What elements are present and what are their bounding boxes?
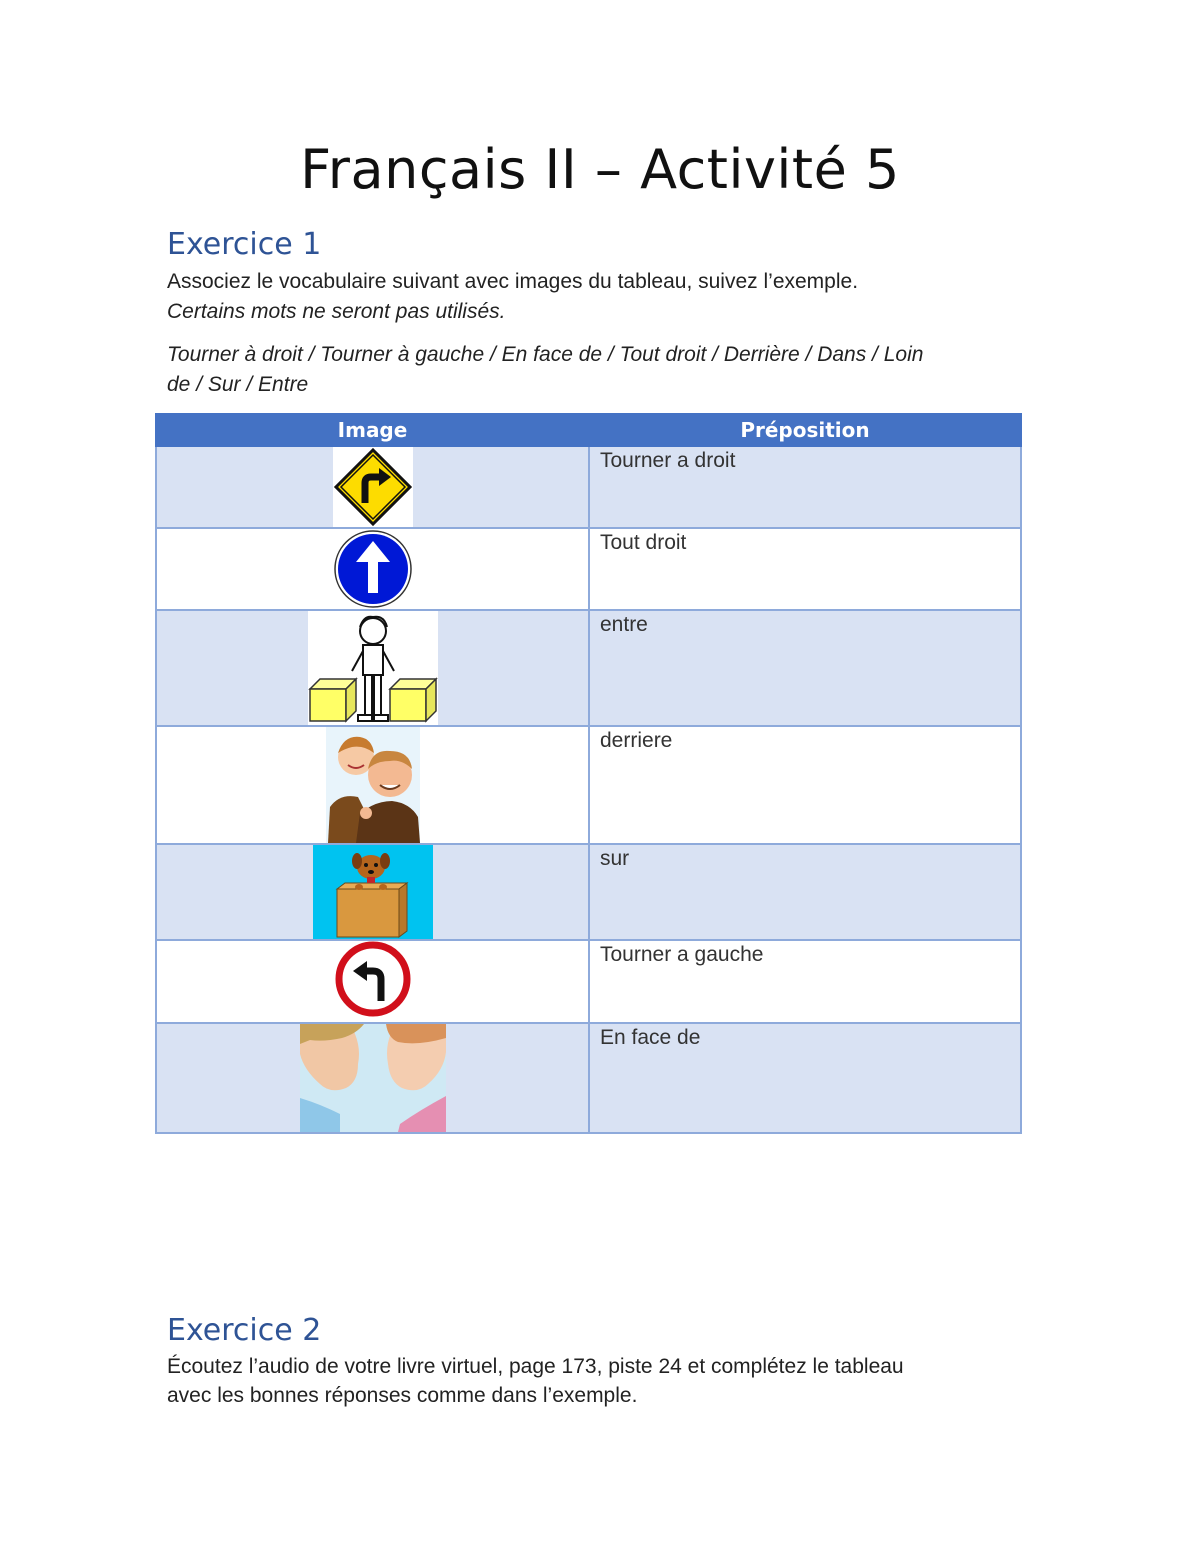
boy-between-boxes-icon bbox=[308, 611, 438, 725]
exercise-2-heading: Exercice 2 bbox=[167, 1313, 322, 1348]
image-cell bbox=[156, 940, 589, 1023]
answer-cell: Tourner a droit bbox=[589, 446, 1021, 528]
image-cell bbox=[156, 726, 589, 844]
table-row bbox=[156, 1023, 1021, 1133]
vocabulary-table bbox=[155, 413, 1022, 1134]
page-title: Français II – Activité 5 bbox=[300, 138, 900, 201]
table-header-row bbox=[156, 414, 1021, 446]
answer-cell: Tourner a gauche bbox=[589, 940, 1021, 1023]
image-cell bbox=[156, 528, 589, 610]
table-row bbox=[156, 610, 1021, 726]
dog-on-box-icon bbox=[313, 845, 433, 939]
header-preposition: Préposition bbox=[589, 414, 1021, 446]
exercise-1-note: Certains mots ne seront pas utilisés. bbox=[167, 300, 506, 323]
exercise-2-instruction-line-1: Écoutez l’audio de votre livre virtuel, page 173, piste 24 et complétez le tableau bbox=[167, 1355, 904, 1378]
faces-facing-each-other-icon bbox=[300, 1024, 446, 1132]
image-cell bbox=[156, 446, 589, 528]
table-row bbox=[156, 528, 1021, 610]
turn-right-sign-icon bbox=[333, 447, 413, 527]
image-cell bbox=[156, 844, 589, 940]
table-row bbox=[156, 726, 1021, 844]
table-row bbox=[156, 446, 1021, 528]
answer-cell: sur bbox=[589, 844, 1021, 940]
word-bank-line-1: Tourner à droit / Tourner à gauche / En face de / Tout droit / Derrière / Dans / Loin bbox=[167, 343, 924, 366]
exercise-1-heading: Exercice 1 bbox=[167, 227, 322, 262]
table-row bbox=[156, 940, 1021, 1023]
straight-ahead-sign-icon bbox=[333, 529, 413, 609]
answer-cell: derriere bbox=[589, 726, 1021, 844]
header-image: Image bbox=[156, 414, 589, 446]
answer-cell: En face de bbox=[589, 1023, 1021, 1133]
image-cell bbox=[156, 1023, 589, 1133]
image-cell bbox=[156, 610, 589, 726]
answer-cell: Tout droit bbox=[589, 528, 1021, 610]
exercise-2-instruction-line-2: avec les bonnes réponses comme dans l’exemple. bbox=[167, 1384, 638, 1407]
word-bank-line-2: de / Sur / Entre bbox=[167, 373, 309, 396]
boy-behind-man-icon bbox=[326, 727, 420, 843]
turn-left-sign-icon bbox=[335, 941, 411, 1017]
table-row bbox=[156, 844, 1021, 940]
answer-cell: entre bbox=[589, 610, 1021, 726]
exercise-1-instruction: Associez le vocabulaire suivant avec images du tableau, suivez l’exemple. bbox=[167, 270, 859, 293]
